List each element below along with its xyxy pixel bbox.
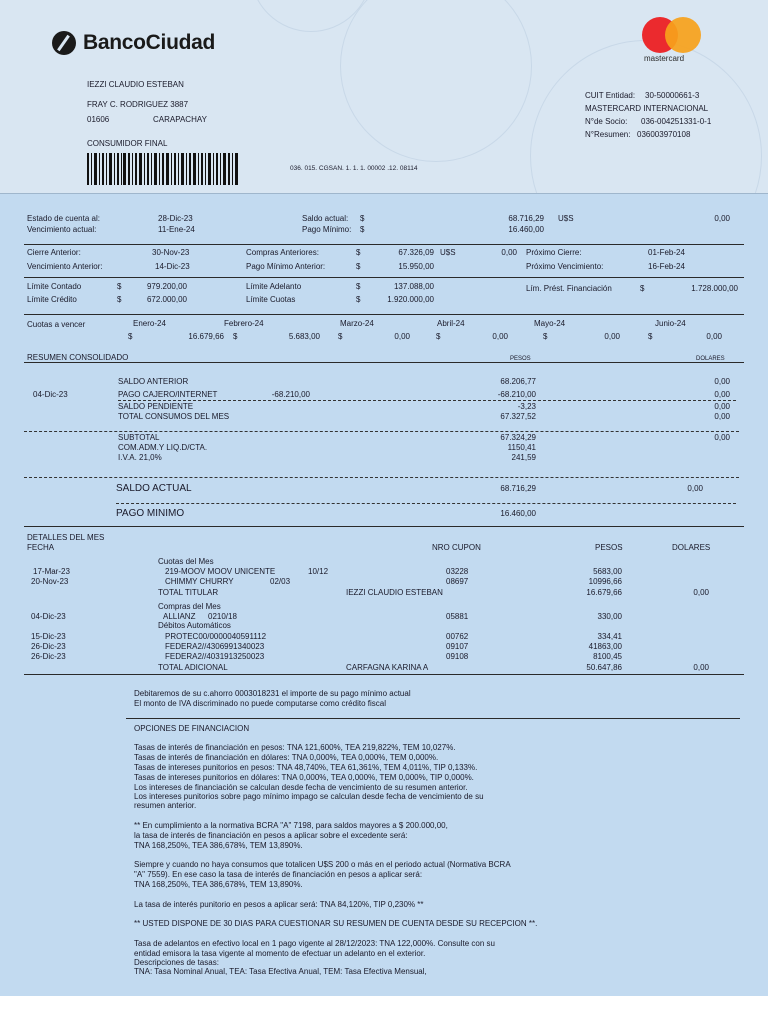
vencimiento-date: 11-Ene-24 — [158, 225, 195, 234]
row-pesos: 330,00 — [597, 612, 622, 621]
tasa-text: Tasas de interés de financiación en pesos: TNA 121,600%, TEA 219,822%, TEM 10,027%. — [134, 743, 456, 752]
saldo-actual-currency: $ — [360, 214, 365, 223]
total-adicional-name: CARFAGNA KARINA A — [346, 663, 429, 672]
pago-minimo-anterior-label: Pago Mínimo Anterior: — [246, 262, 326, 271]
tasa-text: Tasas de interés de financiación en dólares: TNA 0,000%, TEA 0,000%, TEM 0,000%. — [134, 753, 439, 762]
divider — [24, 244, 744, 245]
row-pesos: 8100,45 — [593, 652, 622, 661]
limite-prestamo-value: 1.728.000,00 — [691, 284, 738, 293]
bcra-text: ** En cumplimiento a la normativa BCRA "A" 7198, para saldos mayores a $ 200.000,00, — [134, 821, 448, 830]
cuota-month-name: Febrero-24 — [224, 319, 264, 328]
limite-contado-value: 979.200,00 — [146, 282, 187, 291]
pago-minimo-total-pesos: 16.460,00 — [500, 509, 536, 518]
adelantos-text: entidad emisora la tasa vigente al momento de efectuar un adelanto en el exterior. — [134, 949, 426, 958]
divider — [126, 718, 740, 719]
row-date: 26-Dic-23 — [31, 642, 66, 651]
pago-minimo-currency: $ — [360, 225, 365, 234]
row-cupon: 03228 — [446, 567, 469, 576]
customer-tax-status: CONSUMIDOR FINAL — [87, 139, 168, 148]
socio-value: 036-004251331-0-1 — [641, 117, 712, 126]
row-date: 20-Nov-23 — [31, 577, 69, 586]
cuota-month-name: Enero-24 — [133, 319, 166, 328]
cuota-month-name: Marzo-24 — [340, 319, 374, 328]
iva-pesos: 241,59 — [511, 453, 536, 462]
pago-minimo-anterior-value: 15.950,00 — [398, 262, 434, 271]
bcra-text: la tasa de interés de financiación en pesos a aplicar sobre el excedente será: — [134, 831, 408, 840]
divider — [24, 526, 744, 527]
pago-minimo-anterior-currency: $ — [356, 262, 361, 271]
cuota-currency: $ — [648, 332, 653, 341]
comision-label: COM.ADM.Y LIQ.D/CTA. — [118, 443, 208, 452]
resumen-label: N°Resumen: — [585, 130, 631, 139]
cuota-value: 0,00 — [492, 332, 508, 341]
row-description: FEDERA2//4031913250023 — [165, 652, 265, 661]
subtotal-label: SUBTOTAL — [118, 433, 160, 442]
row-cupon: 05881 — [446, 612, 469, 621]
limite-credito-label: Límite Crédito — [27, 295, 77, 304]
customer-postal-code: 01606 — [87, 115, 110, 124]
cuotas-a-vencer-label: Cuotas a vencer — [27, 320, 86, 329]
cuota-value: 0,00 — [394, 332, 410, 341]
total-consumos-pesos: 67.327,52 — [500, 412, 536, 421]
dashed-divider — [116, 503, 736, 504]
limite-cuotas-value: 1.920.000,00 — [387, 295, 434, 304]
dashed-divider — [24, 431, 739, 432]
socio-label: N°de Socio: — [585, 117, 628, 126]
compras-anteriores-value: 67.326,09 — [398, 248, 434, 257]
proximo-cierre-label: Próximo Cierre: — [526, 248, 582, 257]
entity-name: MASTERCARD INTERNACIONAL — [585, 104, 709, 113]
adelantos-text: Tasa de adelantos en efectivo local en 1 pago vigente al 28/12/2023: TNA 122,000%. Consulte con su — [134, 939, 495, 948]
limite-cuotas-label: Límite Cuotas — [246, 295, 296, 304]
compras-anteriores-usd-label: U$S — [440, 248, 456, 257]
row-pesos: 10996,66 — [588, 577, 622, 586]
estado-label: Estado de cuenta al: — [27, 214, 100, 223]
detalles-col-dolares: DOLARES — [672, 543, 711, 552]
iva-notice: El monto de IVA discriminado no puede computarse como crédito fiscal — [134, 699, 386, 708]
cierre-anterior-label: Cierre Anterior: — [27, 248, 81, 257]
estado-date: 28-Dic-23 — [158, 214, 193, 223]
saldo-actual-label: Saldo actual: — [302, 214, 349, 223]
tasa-text: Tasas de intereses punitorios en pesos: TNA 48,740%, TEA 61,361%, TEM 4,011%, TIP 0,133%. — [134, 763, 478, 772]
saldo-usd-value: 0,00 — [714, 214, 730, 223]
detalles-col-cupon: NRO CUPON — [432, 543, 481, 552]
tasa-text: Los intereses punitorios sobre pago mínimo impago se calculan desde fecha de vencimiento de su — [134, 792, 484, 801]
comision-pesos: 1150,41 — [507, 443, 536, 452]
saldo-pendiente-pesos: -3,23 — [517, 402, 536, 411]
mastercard-yellow-circle-icon — [665, 17, 701, 53]
debitos-automaticos-heading: Débitos Automáticos — [158, 621, 231, 630]
opciones-title: OPCIONES DE FINANCIACION — [134, 724, 250, 733]
row-cupon: 08697 — [446, 577, 469, 586]
cuota-month-name: Mayo-24 — [534, 319, 566, 328]
cuota-currency: $ — [338, 332, 343, 341]
subtotal-usd: 0,00 — [714, 433, 730, 442]
row-cupon: 00762 — [446, 632, 469, 641]
cuota-currency: $ — [233, 332, 238, 341]
divider — [24, 277, 744, 278]
divider — [24, 674, 744, 675]
vencimiento-anterior-date: 14-Dic-23 — [155, 262, 190, 271]
saldo-actual-total-label: SALDO ACTUAL — [116, 483, 192, 494]
iva-label: I.V.A. 21,0% — [118, 453, 162, 462]
saldo-actual-value: 68.716,29 — [508, 214, 544, 223]
cuotas-del-mes-heading: Cuotas del Mes — [158, 557, 214, 566]
cuota-month-name: Junio-24 — [655, 319, 686, 328]
resumen-title: RESUMEN CONSOLIDADO — [27, 353, 129, 362]
limite-credito-value: 672.000,00 — [146, 295, 187, 304]
pago-minimo-total-label: PAGO MINIMO — [116, 508, 185, 519]
customer-city: CARAPACHAY — [153, 115, 207, 124]
detalles-col-pesos: PESOS — [595, 543, 623, 552]
barcode-caption: 036. 015. CGSAN. 1. 1. 1. 00002 .12. 08114 — [290, 165, 418, 172]
row-description: PROTEC00/0000040591112 — [165, 632, 267, 641]
row-cuota: 0210/18 — [208, 612, 237, 621]
limite-prestamo-label: Lím. Prést. Financiación — [526, 284, 612, 293]
decorative-circle — [340, 0, 532, 162]
vencimiento-anterior-label: Vencimiento Anterior: — [27, 262, 103, 271]
total-consumos-usd: 0,00 — [714, 412, 730, 421]
row-description: FEDERA2//4306991340023 — [165, 642, 265, 651]
total-adicional-pesos: 50.647,86 — [586, 663, 622, 672]
punitorio-text: La tasa de interés punitorio en pesos a aplicar será: TNA 84,120%, TIP 0,230% ** — [134, 900, 424, 909]
header-divider — [0, 193, 768, 194]
customer-street: FRAY C. RODRIGUEZ 3887 — [87, 100, 189, 109]
saldo-anterior-label: SALDO ANTERIOR — [118, 377, 189, 386]
consumos-text: Siempre y cuando no haya consumos que totalicen U$S 200 o más en el periodo actual (Normativa BCRA — [134, 860, 511, 869]
cuota-value: 0,00 — [706, 332, 722, 341]
pago-amount: -68.210,00 — [271, 390, 310, 399]
total-adicional-usd: 0,00 — [693, 663, 709, 672]
compras-anteriores-label: Compras Anteriores: — [246, 248, 319, 257]
cuestionar-text: ** USTED DISPONE DE 30 DIAS PARA CUESTIONAR SU RESUMEN DE CUENTA DESDE SU RECEPCION **. — [134, 919, 538, 928]
limite-cuotas-currency: $ — [356, 295, 361, 304]
bank-logo-icon — [52, 31, 76, 55]
divider — [24, 314, 744, 315]
pago-date: 04-Dic-23 — [33, 390, 68, 399]
saldo-pendiente-label: SALDO PENDIENTE — [118, 402, 194, 411]
row-cuota: 02/03 — [270, 577, 291, 586]
adelantos-text: TNA: Tasa Nominal Anual, TEA: Tasa Efectiva Anual, TEM: Tasa Efectiva Mensual, — [134, 967, 427, 976]
row-description: CHIMMY CHURRY — [165, 577, 234, 586]
row-description: 219-MOOV MOOV UNICENTE — [165, 567, 276, 576]
total-adicional-label: TOTAL ADICIONAL — [158, 663, 228, 672]
row-cupon: 09108 — [446, 652, 469, 661]
row-date: 15-Dic-23 — [31, 632, 66, 641]
cuota-currency: $ — [128, 332, 133, 341]
detalles-title: DETALLES DEL MES — [27, 533, 105, 542]
pago-label: PAGO CAJERO/INTERNET — [118, 390, 218, 399]
saldo-anterior-pesos: 68.206,77 — [500, 377, 536, 386]
limite-adelanto-label: Límite Adelanto — [246, 282, 302, 291]
proximo-vencimiento-label: Próximo Vencimiento: — [526, 262, 604, 271]
row-pesos: 5683,00 — [593, 567, 622, 576]
dashed-divider — [24, 477, 739, 478]
limite-contado-label: Límite Contado — [27, 282, 82, 291]
compras-anteriores-usd-value: 0,00 — [501, 248, 517, 257]
pago-usd: 0,00 — [714, 390, 730, 399]
limite-contado-currency: $ — [117, 282, 122, 291]
row-date: 17-Mar-23 — [33, 567, 70, 576]
proximo-cierre-date: 01-Feb-24 — [648, 248, 685, 257]
cierre-anterior-date: 30-Nov-23 — [152, 248, 190, 257]
tasa-text: Tasas de intereses punitorios en dólares: TNA 0,000%, TEA 0,000%, TEM 0,000%, TIP 0,000%. — [134, 773, 474, 782]
row-pesos: 41863,00 — [588, 642, 622, 651]
customer-name: IEZZI CLAUDIO ESTEBAN — [87, 80, 184, 89]
saldo-pendiente-usd: 0,00 — [714, 402, 730, 411]
pago-minimo-label: Pago Mínimo: — [302, 225, 352, 234]
cuota-currency: $ — [543, 332, 548, 341]
total-titular-usd: 0,00 — [693, 588, 709, 597]
mastercard-logo — [642, 17, 708, 65]
cuota-value: 16.679,66 — [188, 332, 224, 341]
total-titular-name: IEZZI CLAUDIO ESTEBAN — [346, 588, 443, 597]
compras-del-mes-heading: Compras del Mes — [158, 602, 221, 611]
total-consumos-label: TOTAL CONSUMOS DEL MES — [118, 412, 230, 421]
row-description: ALLIANZ — [163, 612, 196, 621]
saldo-actual-total-pesos: 68.716,29 — [500, 484, 536, 493]
saldo-actual-total-usd: 0,00 — [687, 484, 703, 493]
row-date: 04-Dic-23 — [31, 612, 66, 621]
cuota-value: 5.683,00 — [288, 332, 320, 341]
debito-notice: Debitaremos de su c.ahorro 0003018231 el importe de su pago mínimo actual — [134, 689, 411, 698]
adelantos-text: Descripciones de tasas: — [134, 958, 219, 967]
vencimiento-label: Vencimiento actual: — [27, 225, 97, 234]
tasa-text: resumen anterior. — [134, 801, 197, 810]
detalles-col-fecha: FECHA — [27, 543, 55, 552]
limite-prestamo-currency: $ — [640, 284, 645, 293]
consumos-text: TNA 168,250%, TEA 386,678%, TEM 13,890%. — [134, 880, 303, 889]
divider — [24, 362, 744, 363]
resumen-col-pesos: PESOS — [510, 356, 531, 362]
proximo-vencimiento-date: 16-Feb-24 — [648, 262, 685, 271]
cuota-currency: $ — [436, 332, 441, 341]
limite-adelanto-value: 137.088,00 — [393, 282, 434, 291]
cuota-value: 0,00 — [604, 332, 620, 341]
barcode-icon — [87, 153, 238, 185]
compras-anteriores-currency: $ — [356, 248, 361, 257]
saldo-usd-label: U$S — [558, 214, 574, 223]
cuit-value: 30-50000661-3 — [645, 91, 700, 100]
limite-credito-currency: $ — [117, 295, 122, 304]
row-date: 26-Dic-23 — [31, 652, 66, 661]
pago-minimo-value: 16.460,00 — [508, 225, 544, 234]
pago-pesos: -68.210,00 — [497, 390, 536, 399]
resumen-col-dolares: DOLARES — [696, 356, 725, 362]
dashed-divider — [118, 400, 736, 401]
bank-name: BancoCiudad — [83, 31, 216, 54]
saldo-anterior-usd: 0,00 — [714, 377, 730, 386]
limite-adelanto-currency: $ — [356, 282, 361, 291]
row-cupon: 09107 — [446, 642, 469, 651]
row-cuota: 10/12 — [308, 567, 329, 576]
bcra-text: TNA 168,250%, TEA 386,678%, TEM 13,890%. — [134, 841, 303, 850]
resumen-value: 036003970108 — [637, 130, 691, 139]
cuota-month-name: Abril-24 — [437, 319, 465, 328]
tasa-text: Los intereses de financiación se calculan desde fecha de vencimiento de su resumen anterior. — [134, 783, 468, 792]
card-brand-name: mastercard — [644, 54, 685, 63]
consumos-text: "A" 7559). En ese caso la tasa de interés de financiación en pesos a aplicar será: — [134, 870, 423, 879]
cuit-label: CUIT Entidad: — [585, 91, 636, 100]
total-titular-pesos: 16.679,66 — [586, 588, 622, 597]
row-pesos: 334,41 — [597, 632, 622, 641]
subtotal-pesos: 67.324,29 — [500, 433, 536, 442]
total-titular-label: TOTAL TITULAR — [158, 588, 219, 597]
